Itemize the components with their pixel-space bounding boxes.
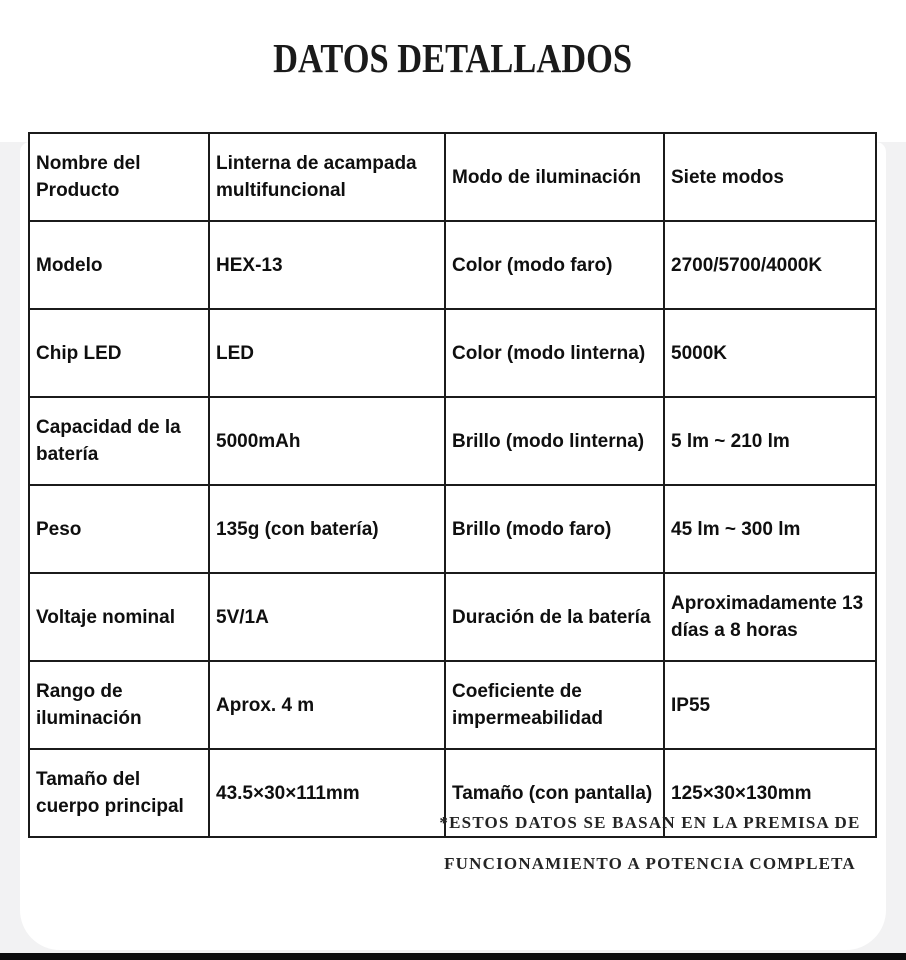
spec-label: Chip LED xyxy=(29,309,209,397)
spec-value: Linterna de acampada multifuncional xyxy=(209,133,445,221)
spec-label: Nombre del Producto xyxy=(29,133,209,221)
spec-label: Coeficiente de impermeabilidad xyxy=(445,661,664,749)
table-row xyxy=(29,133,876,221)
spec-value: IP55 xyxy=(664,661,876,749)
spec-label: Brillo (modo faro) xyxy=(445,485,664,573)
spec-value: 5000mAh xyxy=(209,397,445,485)
table-row xyxy=(29,309,876,397)
spec-label: Tamaño del cuerpo principal xyxy=(29,749,209,837)
spec-value: 5000K xyxy=(664,309,876,397)
spec-value: Aproximadamente 13 días a 8 horas xyxy=(664,573,876,661)
spec-value: Aprox. 4 m xyxy=(209,661,445,749)
spec-label: Capacidad de la batería xyxy=(29,397,209,485)
spec-label: Modo de iluminación xyxy=(445,133,664,221)
spec-label: Modelo xyxy=(29,221,209,309)
spec-label: Rango de iluminación xyxy=(29,661,209,749)
bottom-bar xyxy=(0,953,906,960)
spec-value: HEX-13 xyxy=(209,221,445,309)
spec-label: Brillo (modo linterna) xyxy=(445,397,664,485)
spec-label: Voltaje nominal xyxy=(29,573,209,661)
table-row xyxy=(29,573,876,661)
spec-label: Color (modo linterna) xyxy=(445,309,664,397)
spec-value: 5 lm ~ 210 lm xyxy=(664,397,876,485)
table-row xyxy=(29,397,876,485)
footnote-line-2: FUNCIONAMIENTO A POTENCIA COMPLETA xyxy=(444,854,856,873)
page-title: DATOS DETALLADOS xyxy=(273,35,633,81)
title-container xyxy=(0,34,906,82)
spec-value: 5V/1A xyxy=(209,573,445,661)
table-row xyxy=(29,661,876,749)
spec-value: 125×30×130mm xyxy=(664,749,876,837)
spec-value: 43.5×30×111mm xyxy=(209,749,445,837)
spec-value: 135g (con batería) xyxy=(209,485,445,573)
specs-table xyxy=(28,132,877,838)
spec-value: 45 lm ~ 300 lm xyxy=(664,485,876,573)
footnote xyxy=(420,802,880,884)
spec-label: Duración de la batería xyxy=(445,573,664,661)
footnote-line-1: *ESTOS DATOS SE BASAN EN LA PREMISA DE xyxy=(439,813,861,832)
spec-label: Tamaño (con pantalla) xyxy=(445,749,664,837)
spec-value: LED xyxy=(209,309,445,397)
spec-label: Color (modo faro) xyxy=(445,221,664,309)
table-row xyxy=(29,485,876,573)
spec-value: Siete modos xyxy=(664,133,876,221)
spec-label: Peso xyxy=(29,485,209,573)
spec-value: 2700/5700/4000K xyxy=(664,221,876,309)
table-row xyxy=(29,221,876,309)
